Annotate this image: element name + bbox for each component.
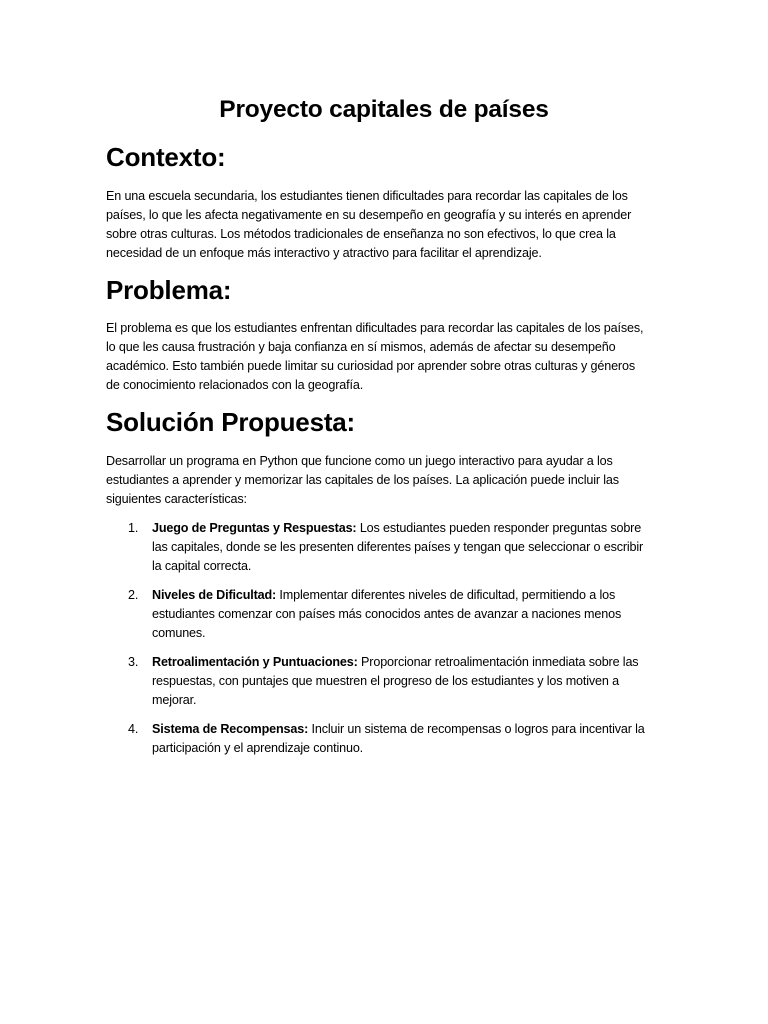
list-item-text: Implementar diferentes niveles de dificultad, permitiendo a los estudiantes comenzar con países más conocidos antes de avanzar a naciones menos comunes. <box>152 588 622 640</box>
list-item-text: Los estudiantes pueden responder preguntas sobre las capitales, donde se les presenten diferentes países y tengan que seleccionar o escribir la capital correcta. <box>152 521 644 573</box>
list-item-number: 2. <box>128 588 139 602</box>
list-item-number: 3. <box>128 655 139 669</box>
list-item-term: Niveles de Dificultad: <box>152 588 277 602</box>
heading-solucion-propuesta: Solución Propuesta: <box>106 407 356 437</box>
list-item <box>106 653 651 710</box>
list-item-term: Sistema de Recompensas: <box>152 722 309 736</box>
document-title: Proyecto capitales de países <box>219 96 549 123</box>
list-item-term: Juego de Preguntas y Respuestas: <box>152 521 357 535</box>
list-item-text: Proporcionar retroalimentación inmediata sobre las respuestas, con puntajes que muestren el progreso de los estudiantes y los motiven a mejorar. <box>152 655 639 707</box>
paragraph-problema: El problema es que los estudiantes enfrentan dificultades para recordar las capitales de los países, lo que les causa frustración y baja confianza en sí mismos, además de afectar su desempeño académico. Esto también puede limitar su curiosidad por aprender sobre otras culturas y géneros de conocimiento relacionados con la geografía. <box>106 321 644 392</box>
paragraph-contexto: En una escuela secundaria, los estudiantes tienen dificultades para recordar las capitales de los países, lo que les afecta negativamente en su desempeño en geografía y su interés en aprender sobre otras culturas. Los métodos tradicionales de enseñanza no son efectivos, lo que crea la necesidad de un enfoque más interactivo y atractivo para facilitar el aprendizaje. <box>106 189 632 260</box>
paragraph-solucion-propuesta: Desarrollar un programa en Python que funcione como un juego interactivo para ayudar a los estudiantes a aprender y memorizar las capitales de los países. La aplicación puede incluir las siguientes características: <box>106 454 619 506</box>
heading-problema: Problema: <box>106 275 232 305</box>
list-item <box>106 586 651 643</box>
list-item <box>106 720 651 758</box>
list-item-term: Retroalimentación y Puntuaciones: <box>152 655 358 669</box>
list-item-number: 4. <box>128 722 139 736</box>
heading-contexto: Contexto: <box>106 142 226 172</box>
list-item-text: Incluir un sistema de recompensas o logros para incentivar la participación y el aprendizaje continuo. <box>152 722 645 755</box>
list-item-number: 1. <box>128 521 139 535</box>
list-item <box>106 519 651 576</box>
features-list <box>106 519 651 768</box>
